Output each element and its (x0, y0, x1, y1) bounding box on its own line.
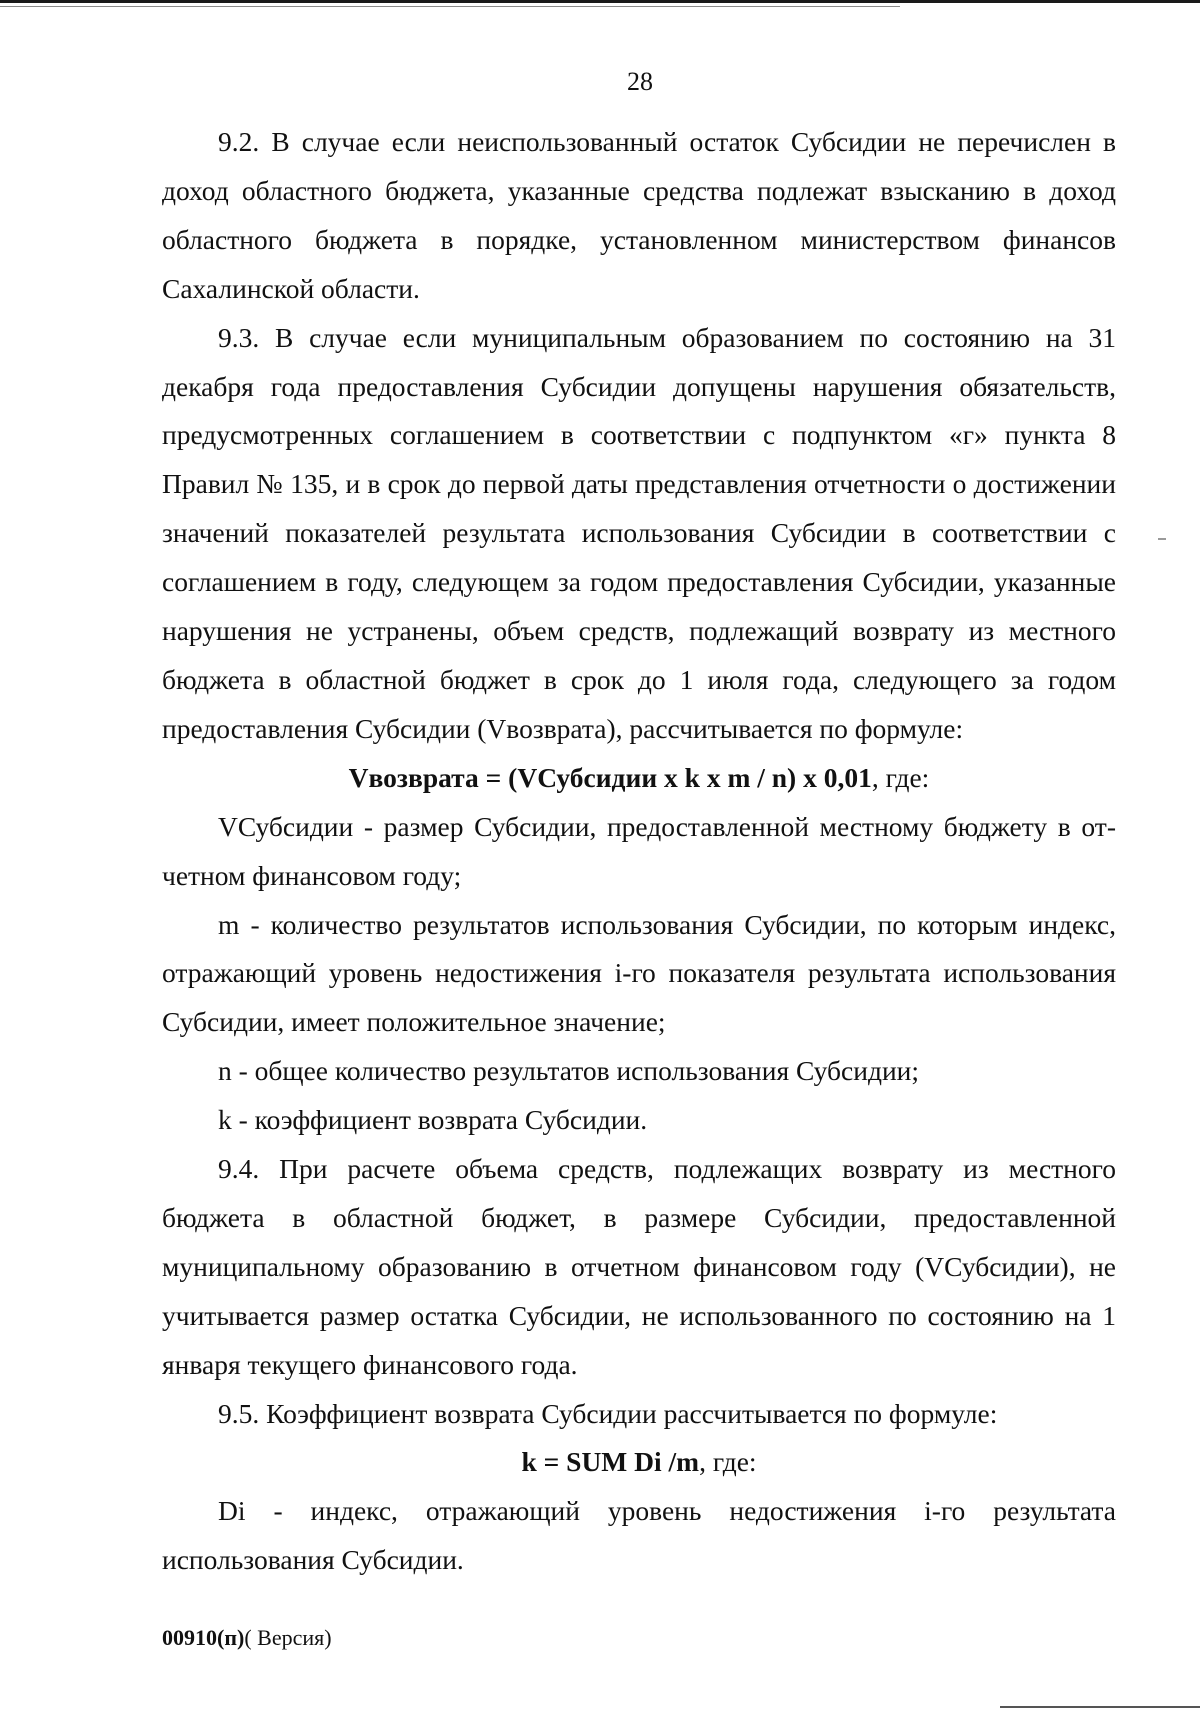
paragraph-9-4: 9.4. При расчете объема средств, подлежащих возврату из местного бюджета в областной бюджет, в размере Субсидии, предоставленной муниципальному образованию в отчетном финансовом году (VСубсидии), не учитывается размер остатка Субсидии, не использованного по состоянию на 1 января текущего финансового года. (162, 1153, 1116, 1380)
definition-n: n - общее количество результатов использования Субсидии; (218, 1055, 920, 1087)
bottom-border-line (1000, 1706, 1200, 1708)
top-border-thin-line (0, 6, 900, 7)
page-number: 28 (627, 67, 653, 96)
formula-return-coefficient-suffix: , где: (699, 1446, 757, 1478)
definition-vsubsidy: VСубсидии - размер Субсидии, предоставленной местному бюджету в отчетном финансовом году; (162, 810, 1116, 891)
document-version: ( Версия) (244, 1625, 332, 1650)
paragraph-9-5: 9.5. Коэффициент возврата Субсидии рассчитывается по формуле: (218, 1397, 998, 1429)
formula-return-volume-expression: Vвозврата = (VСубсидии x k x m / n) x 0,01 (348, 761, 872, 793)
scan-mark (1158, 538, 1166, 540)
document-body (162, 118, 1116, 1585)
paragraph-9-3: 9.3. В случае если муниципальным образованием по состоянию на 31 декабря года предоставления Субсидии допущены нарушения обязательств, предусмотренных соглашением в соответствии с подпунктом «г» пункта 8 Правил № 135, и в срок до первой даты представления отчетности о достижении значений показателей результата использования Субсидии в соответствии с соглашением в году, следующем за годом предоставления Субсидии, указанные нарушения не устранены, объем средств, подлежащий возврату из местного бюджета в областной бюджет в срок до 1 июля года, следующего за годом предоставления Субсидии (Vвозврата), рассчитывается по формуле: (162, 321, 1116, 744)
definition-m: m - количество результатов использования Субсидии, по которым индекс, отражающий уровень недостижения i-го показателя результата использования Субсидии, имеет положительное значение; (162, 908, 1116, 1038)
formula-return-volume-suffix: , где: (871, 761, 930, 793)
definition-di: Di - индекс, отражающий уровень недостижения i-го результата использования Субсидии. (162, 1495, 1116, 1576)
document-code: 00910(п) (162, 1625, 245, 1650)
document-footer (162, 1624, 332, 1652)
formula-return-coefficient-expression: k = SUM Di /m (521, 1446, 700, 1478)
paragraph-9-2: 9.2. В случае если неиспользованный остаток Субсидии не перечислен в доход областного бюджета, указанные средства подлежат взысканию в доход областного бюджета в порядке, установленном министерством финансов Сахалинской области. (162, 126, 1116, 304)
top-border-line (0, 0, 1200, 3)
formula-return-coefficient (162, 1438, 1116, 1487)
definition-k: k - коэффициент возврата Субсидии. (218, 1104, 648, 1136)
formula-return-volume (162, 754, 1116, 803)
